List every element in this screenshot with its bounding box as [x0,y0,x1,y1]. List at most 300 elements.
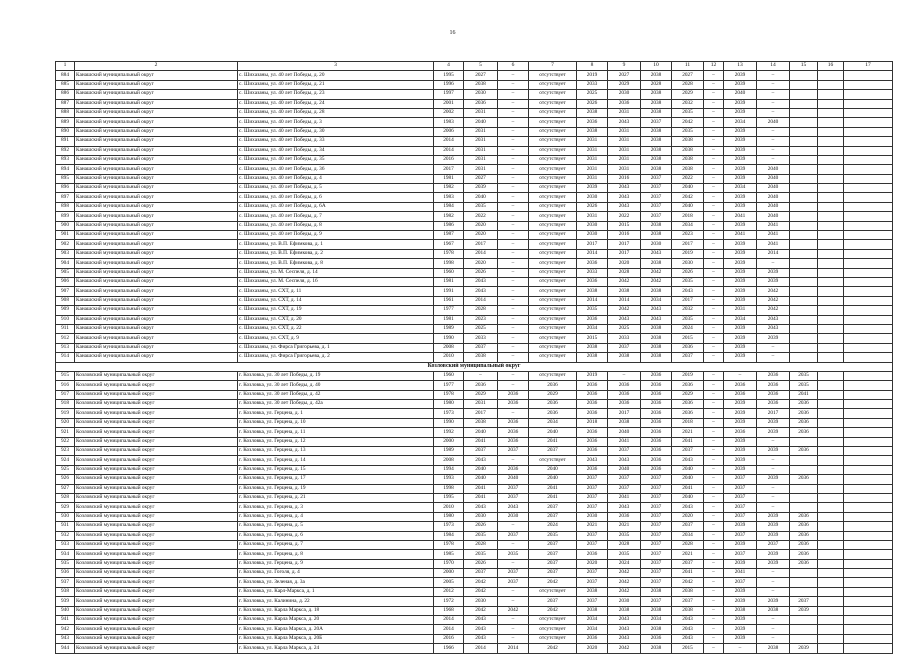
value-cell [844,343,893,352]
address-cell: с. Шихазаны, ул. 40 лет Победы, д. 5 [238,184,434,193]
value-cell: 2038 [464,353,498,362]
value-cell: 2037 [724,503,757,512]
district-cell: Козловский муниципальный округ [75,456,238,465]
value-cell: 2043 [464,287,498,296]
row-number-cell: 887 [56,99,75,108]
value-cell: – [704,174,724,183]
table-row [56,155,893,164]
value-cell: 2036 [641,400,672,409]
value-cell [818,531,844,540]
address-cell: г. Козловка, ул. Карла Маркса, д. 18 [238,606,434,615]
value-cell [818,184,844,193]
value-cell: 2037 [672,559,704,568]
value-cell: – [757,108,790,117]
district-cell: Козловский муниципальный округ [75,522,238,531]
value-cell: 2006 [434,127,464,136]
value-cell: 1998 [434,259,464,268]
value-cell: 1982 [434,184,464,193]
value-cell [844,212,893,221]
value-cell: 1991 [434,287,464,296]
value-cell [844,353,893,362]
row-number-cell: 890 [56,127,75,136]
value-cell [790,202,818,211]
value-cell [790,155,818,164]
address-cell: г. Козловка, ул. Карла Маркса, д. 24 [238,644,434,653]
value-cell: 2030 [577,221,608,230]
table-row [56,447,893,456]
table-row [56,503,893,512]
value-cell: – [498,155,529,164]
value-cell [844,259,893,268]
value-cell: 2036 [757,371,790,380]
value-cell: 2017 [608,240,641,249]
value-cell: 2043 [608,193,641,202]
value-cell: 2040 [757,212,790,221]
district-cell: Козловский муниципальный округ [75,616,238,625]
value-cell: 2036 [608,99,641,108]
value-cell: 2025 [608,324,641,333]
value-cell [818,221,844,230]
row-number-cell: 916 [56,381,75,390]
value-cell: 2026 [464,559,498,568]
value-cell: 2037 [498,578,529,587]
value-cell: 2023 [672,231,704,240]
value-cell: 2008 [434,456,464,465]
value-cell [818,353,844,362]
value-cell: – [498,221,529,230]
district-cell: Канашский муниципальный округ [75,137,238,146]
value-cell [844,118,893,127]
address-cell: с. Шихазаны, ул. СХТ, д. 14 [238,296,434,305]
value-cell: 2035 [464,202,498,211]
value-cell: 2037 [577,540,608,549]
district-cell: Козловский муниципальный округ [75,437,238,446]
value-cell: – [757,616,790,625]
value-cell: 2031 [577,146,608,155]
value-cell [790,569,818,578]
value-cell [844,409,893,418]
table-row [56,90,893,99]
value-cell: 2043 [608,202,641,211]
value-cell: 2040 [464,475,498,484]
value-cell: – [498,625,529,634]
value-cell: 2037 [577,503,608,512]
column-number-cell: 9 [608,62,641,71]
value-cell: 2036 [577,465,608,474]
value-cell [790,578,818,587]
value-cell: 2037 [608,475,641,484]
value-cell [790,99,818,108]
value-cell: 2038 [641,146,672,155]
value-cell: отсутствует [529,127,577,136]
value-cell: 2026 [577,202,608,211]
value-cell [790,71,818,80]
value-cell: 2043 [464,625,498,634]
row-number-cell: 938 [56,587,75,596]
value-cell: – [704,324,724,333]
value-cell: 2039 [790,644,818,653]
value-cell: отсутствует [529,249,577,258]
value-cell: 2040 [529,475,577,484]
address-cell: с. Шихазаны, ул. 40 лет Победы, д. 4 [238,174,434,183]
value-cell: 2017 [672,296,704,305]
value-cell: 2036 [641,428,672,437]
value-cell: 2040 [757,174,790,183]
district-cell: Канашский муниципальный округ [75,155,238,164]
value-cell [818,90,844,99]
district-cell: Канашский муниципальный округ [75,334,238,343]
value-cell: 1992 [434,428,464,437]
value-cell [844,296,893,305]
value-cell: 2029 [608,80,641,89]
value-cell: 2001 [434,99,464,108]
district-cell: Козловский муниципальный округ [75,418,238,427]
table-row [56,306,893,315]
value-cell: 2039 [724,193,757,202]
value-cell: – [498,259,529,268]
value-cell: 2039 [724,400,757,409]
value-cell: 2036 [790,428,818,437]
value-cell [790,231,818,240]
value-cell: – [704,108,724,117]
value-cell [844,625,893,634]
value-cell: – [704,512,724,521]
value-cell [790,249,818,258]
value-cell: 2014 [757,249,790,258]
value-cell: 2035 [498,550,529,559]
value-cell [844,277,893,286]
value-cell: 2042 [757,306,790,315]
value-cell: – [757,146,790,155]
value-cell: 2037 [790,597,818,606]
address-cell: г. Козловка, ул. Герцена, д. 5 [238,522,434,531]
value-cell [818,118,844,127]
value-cell: – [704,447,724,456]
value-cell: 1995 [434,71,464,80]
value-cell: – [498,146,529,155]
value-cell [790,324,818,333]
value-cell: 1990 [434,418,464,427]
value-cell: 2031 [464,108,498,117]
value-cell: 2028 [608,268,641,277]
value-cell [844,578,893,587]
value-cell [790,493,818,502]
district-cell: Канашский муниципальный округ [75,99,238,108]
value-cell: 2034 [529,418,577,427]
address-cell: с. Шихазаны, ул. В.П. Ефимкова, д. 8 [238,259,434,268]
value-cell: – [704,381,724,390]
value-cell: – [498,240,529,249]
value-cell: 2037 [641,118,672,127]
value-cell: 2017 [608,249,641,258]
value-cell: 2017 [434,165,464,174]
value-cell: 2039 [757,531,790,540]
district-cell: Канашский муниципальный округ [75,108,238,117]
value-cell: – [704,644,724,653]
district-cell: Козловский муниципальный округ [75,644,238,653]
value-cell: 2036 [608,381,641,390]
value-cell: 1994 [434,465,464,474]
value-cell [844,127,893,136]
value-cell [818,475,844,484]
value-cell: 2036 [498,465,529,474]
value-cell: – [704,277,724,286]
value-cell [790,184,818,193]
value-cell: 2039 [757,418,790,427]
value-cell: 2042 [608,587,641,596]
value-cell: 2036 [608,512,641,521]
value-cell: 2018 [577,418,608,427]
value-cell: 2036 [790,559,818,568]
value-cell: – [498,381,529,390]
value-cell: 1989 [434,447,464,456]
value-cell: 2038 [608,418,641,427]
value-cell: 2038 [641,231,672,240]
value-cell: – [498,324,529,333]
column-number-cell: 5 [464,62,498,71]
value-cell: – [704,334,724,343]
value-cell [844,315,893,324]
district-cell: Козловский муниципальный округ [75,634,238,643]
value-cell: отсутствует [529,71,577,80]
value-cell: отсутствует [529,80,577,89]
value-cell: 2039 [724,634,757,643]
value-cell [844,616,893,625]
district-cell: Канашский муниципальный округ [75,202,238,211]
value-cell: 2038 [464,80,498,89]
district-cell: Козловский муниципальный округ [75,559,238,568]
value-cell: – [757,155,790,164]
district-cell: Канашский муниципальный округ [75,184,238,193]
value-cell [790,165,818,174]
value-cell: 2036 [498,390,529,399]
table-row [56,493,893,502]
value-cell: 2040 [608,465,641,474]
value-cell: 2014 [464,644,498,653]
value-cell: 2038 [641,127,672,136]
value-cell: – [757,343,790,352]
district-cell: Козловский муниципальный округ [75,569,238,578]
value-cell [844,475,893,484]
value-cell: 2017 [464,409,498,418]
value-cell: 2036 [577,277,608,286]
value-cell [818,634,844,643]
value-cell: 1995 [434,493,464,502]
value-cell: 2031 [577,174,608,183]
value-cell [818,578,844,587]
value-cell: 2041 [724,212,757,221]
table-row [56,578,893,587]
row-number-cell: 936 [56,569,75,578]
value-cell: – [757,437,790,446]
value-cell [818,484,844,493]
value-cell: 2030 [641,240,672,249]
value-cell: 2034 [672,531,704,540]
section-title: Козловский муниципальный округ [56,362,893,371]
value-cell: 2019 [577,371,608,380]
table-row [56,108,893,117]
address-cell: с. Шихазаны, ул. 40 лет Победы, д. 6А [238,202,434,211]
value-cell: 2028 [464,540,498,549]
value-cell: 2042 [464,606,498,615]
value-cell: 2043 [608,184,641,193]
value-cell: 2029 [672,90,704,99]
value-cell: 2037 [641,493,672,502]
address-cell: г. Козловка, ул. 30 лет Победы, д. 19 [238,371,434,380]
value-cell: 2037 [577,597,608,606]
value-cell: 2037 [529,512,577,521]
address-cell: с. Шихазаны, ул. СХТ, д. 9 [238,334,434,343]
value-cell: 2038 [641,587,672,596]
value-cell: 2039 [757,428,790,437]
address-cell: г. Козловка, ул. Карла Маркса, д. 20А [238,625,434,634]
value-cell: 2043 [464,277,498,286]
value-cell: 2036 [641,381,672,390]
value-cell: – [498,343,529,352]
address-cell: г. Козловка, ул. Герцена, д. 21 [238,493,434,502]
value-cell: 2038 [641,99,672,108]
value-cell [844,240,893,249]
value-cell: 1985 [434,550,464,559]
value-cell: 2037 [529,540,577,549]
value-cell: 2037 [641,184,672,193]
value-cell: 1973 [434,522,464,531]
value-cell: – [464,371,498,380]
value-cell: 2020 [608,259,641,268]
value-cell: 2022 [672,174,704,183]
table-row [56,634,893,643]
value-cell [818,540,844,549]
column-number-cell: 12 [704,62,724,71]
section-header-row [56,362,893,371]
value-cell: – [498,306,529,315]
value-cell: 2043 [672,634,704,643]
table-row [56,137,893,146]
column-number-row [56,62,893,71]
table-row [56,409,893,418]
value-cell: – [704,484,724,493]
table-row [56,296,893,305]
district-cell: Канашский муниципальный округ [75,231,238,240]
value-cell: 2040 [608,428,641,437]
value-cell: 2030 [498,512,529,521]
address-cell: с. Шихазаны, ул. 40 лет Победы, д. 35 [238,155,434,164]
column-number-cell: 7 [529,62,577,71]
value-cell: 2039 [724,71,757,80]
value-cell: – [704,249,724,258]
value-cell: 2037 [529,597,577,606]
value-cell: – [498,249,529,258]
value-cell: 2014 [434,146,464,155]
row-number-cell: 911 [56,324,75,333]
district-cell: Канашский муниципальный округ [75,118,238,127]
value-cell: 2038 [672,155,704,164]
district-cell: Канашский муниципальный округ [75,174,238,183]
value-cell [790,343,818,352]
value-cell [844,559,893,568]
address-cell: с. Шихазаны, ул. 40 лет Победы, д. 9 [238,231,434,240]
value-cell: – [757,569,790,578]
value-cell [818,559,844,568]
value-cell [818,80,844,89]
value-cell: 2031 [577,137,608,146]
value-cell: 2037 [724,578,757,587]
row-number-cell: 913 [56,343,75,352]
row-number-cell: 939 [56,597,75,606]
value-cell: 2040 [672,202,704,211]
value-cell: 2043 [608,315,641,324]
address-cell: с. Шихазаны, ул. Фирса Григорьева, д. 2 [238,353,434,362]
value-cell [844,381,893,390]
value-cell: 2041 [757,240,790,249]
value-cell: 2037 [641,550,672,559]
row-number-cell: 906 [56,277,75,286]
value-cell: – [498,212,529,221]
value-cell: 2030 [608,90,641,99]
table-row [56,625,893,634]
table-row [56,465,893,474]
value-cell: 2041 [464,484,498,493]
row-number-cell: 937 [56,578,75,587]
row-number-cell: 894 [56,165,75,174]
value-cell: – [498,80,529,89]
value-cell: 2031 [577,212,608,221]
value-cell: 2031 [464,400,498,409]
value-cell: 2039 [724,409,757,418]
value-cell: 2030 [577,512,608,521]
value-cell: – [498,456,529,465]
value-cell: 2010 [434,503,464,512]
value-cell: – [498,193,529,202]
address-cell: г. Козловка, ул. Герцена, д. 19 [238,484,434,493]
value-cell: 2027 [608,71,641,80]
value-cell: 2042 [608,644,641,653]
value-cell: – [757,625,790,634]
district-cell: Козловский муниципальный округ [75,400,238,409]
value-cell: 2039 [724,146,757,155]
row-number-cell: 940 [56,606,75,615]
value-cell: 2017 [464,240,498,249]
value-cell: 2036 [724,428,757,437]
value-cell [844,456,893,465]
value-cell: – [704,550,724,559]
value-cell: 2043 [608,625,641,634]
value-cell: 2034 [577,324,608,333]
value-cell: 2042 [757,287,790,296]
value-cell: 2037 [498,569,529,578]
value-cell: 2015 [577,334,608,343]
value-cell [818,108,844,117]
row-number-cell: 909 [56,306,75,315]
row-number-cell: 932 [56,531,75,540]
value-cell: 2039 [757,522,790,531]
value-cell [844,193,893,202]
column-number-cell: 13 [724,62,757,71]
table-row [56,212,893,221]
address-cell: г. Козловка, ул. Гоголя, д. 4 [238,569,434,578]
value-cell: 1993 [434,475,464,484]
value-cell: 1984 [434,531,464,540]
value-cell: 2039 [757,268,790,277]
value-cell: 2039 [790,606,818,615]
value-cell: – [498,71,529,80]
table-row [56,597,893,606]
value-cell: 2000 [434,437,464,446]
value-cell: 2017 [757,409,790,418]
value-cell: 2028 [641,80,672,89]
value-cell: 2002 [434,108,464,117]
row-number-cell: 935 [56,559,75,568]
